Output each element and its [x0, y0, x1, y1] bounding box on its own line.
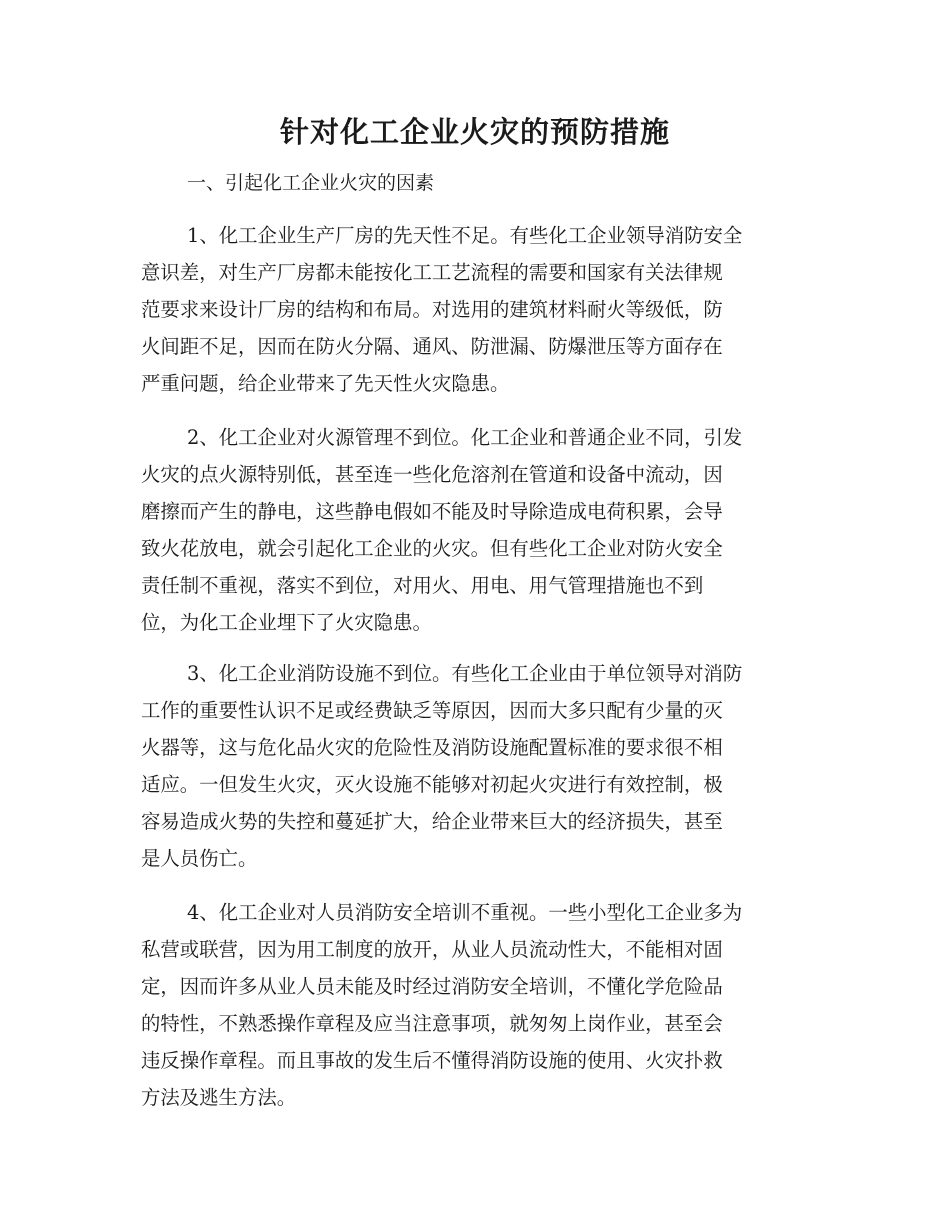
paragraph-line: 致火花放电，就会引起化工企业的火灾。但有些化工企业对防火安全: [141, 537, 723, 560]
paragraph-line: 私营或联营，因为用工制度的放开，从业人员流动性大，不能相对固: [141, 938, 723, 961]
section-heading: 一、引起化工企业火灾的因素: [187, 172, 435, 194]
paragraph-line: 违反操作章程。而且事故的发生后不懂得消防设施的使用、火灾扑救: [141, 1049, 723, 1072]
paragraph-line: 4、化工企业对人员消防安全培训不重视。一些小型化工企业多为: [187, 901, 743, 924]
paragraph-line: 容易造成火势的失控和蔓延扩大，给企业带来巨大的经济损失，甚至: [141, 810, 723, 833]
paragraph-line: 1、化工企业生产厂房的先天性不足。有些化工企业领导消防安全: [187, 224, 743, 247]
paragraph-line: 范要求来设计厂房的结构和布局。对选用的建筑材料耐火等级低，防: [141, 298, 723, 321]
paragraph-line: 工作的重要性认识不足或经费缺乏等原因，因而大多只配有少量的灭: [141, 699, 723, 722]
paragraph-line: 磨擦而产生的静电，这些静电假如不能及时导除造成电荷积累，会导: [141, 500, 723, 523]
paragraph-1: [141, 217, 811, 402]
paragraph-line: 是人员伤亡。: [141, 847, 258, 870]
paragraph-2: [141, 419, 811, 641]
paragraph-3: [141, 655, 811, 877]
paragraph-line: 3、化工企业消防设施不到位。有些化工企业由于单位领导对消防: [187, 662, 743, 685]
paragraph-line: 适应。一但发生火灾，灭火设施不能够对初起火灾进行有效控制，极: [141, 773, 723, 796]
paragraph-line: 方法及逃生方法。: [141, 1086, 297, 1109]
paragraph-line: 意识差，对生产厂房都未能按化工工艺流程的需要和国家有关法律规: [141, 261, 723, 284]
paragraph-line: 的特性，不熟悉操作章程及应当注意事项，就匆匆上岗作业，甚至会: [141, 1012, 723, 1035]
paragraph-4: [141, 894, 811, 1116]
paragraph-line: 位，为化工企业埋下了火灾隐患。: [141, 611, 432, 634]
paragraph-line: 2、化工企业对火源管理不到位。化工企业和普通企业不同，引发: [187, 426, 743, 449]
paragraph-line: 火灾的点火源特别低，甚至连一些化危溶剂在管道和设备中流动，因: [141, 463, 723, 486]
paragraph-line: 定，因而许多从业人员未能及时经过消防安全培训，不懂化学危险品: [141, 975, 723, 998]
paragraph-line: 责任制不重视，落实不到位，对用火、用电、用气管理措施也不到: [141, 574, 704, 597]
paragraph-line: 严重问题，给企业带来了先天性火灾隐患。: [141, 372, 510, 395]
paragraph-line: 火间距不足，因而在防火分隔、通风、防泄漏、防爆泄压等方面存在: [141, 335, 723, 358]
document-title: 针对化工企业火灾的预防措施: [279, 115, 670, 149]
paragraph-line: 火器等，这与危化品火灾的危险性及消防设施配置标准的要求很不相: [141, 736, 723, 759]
